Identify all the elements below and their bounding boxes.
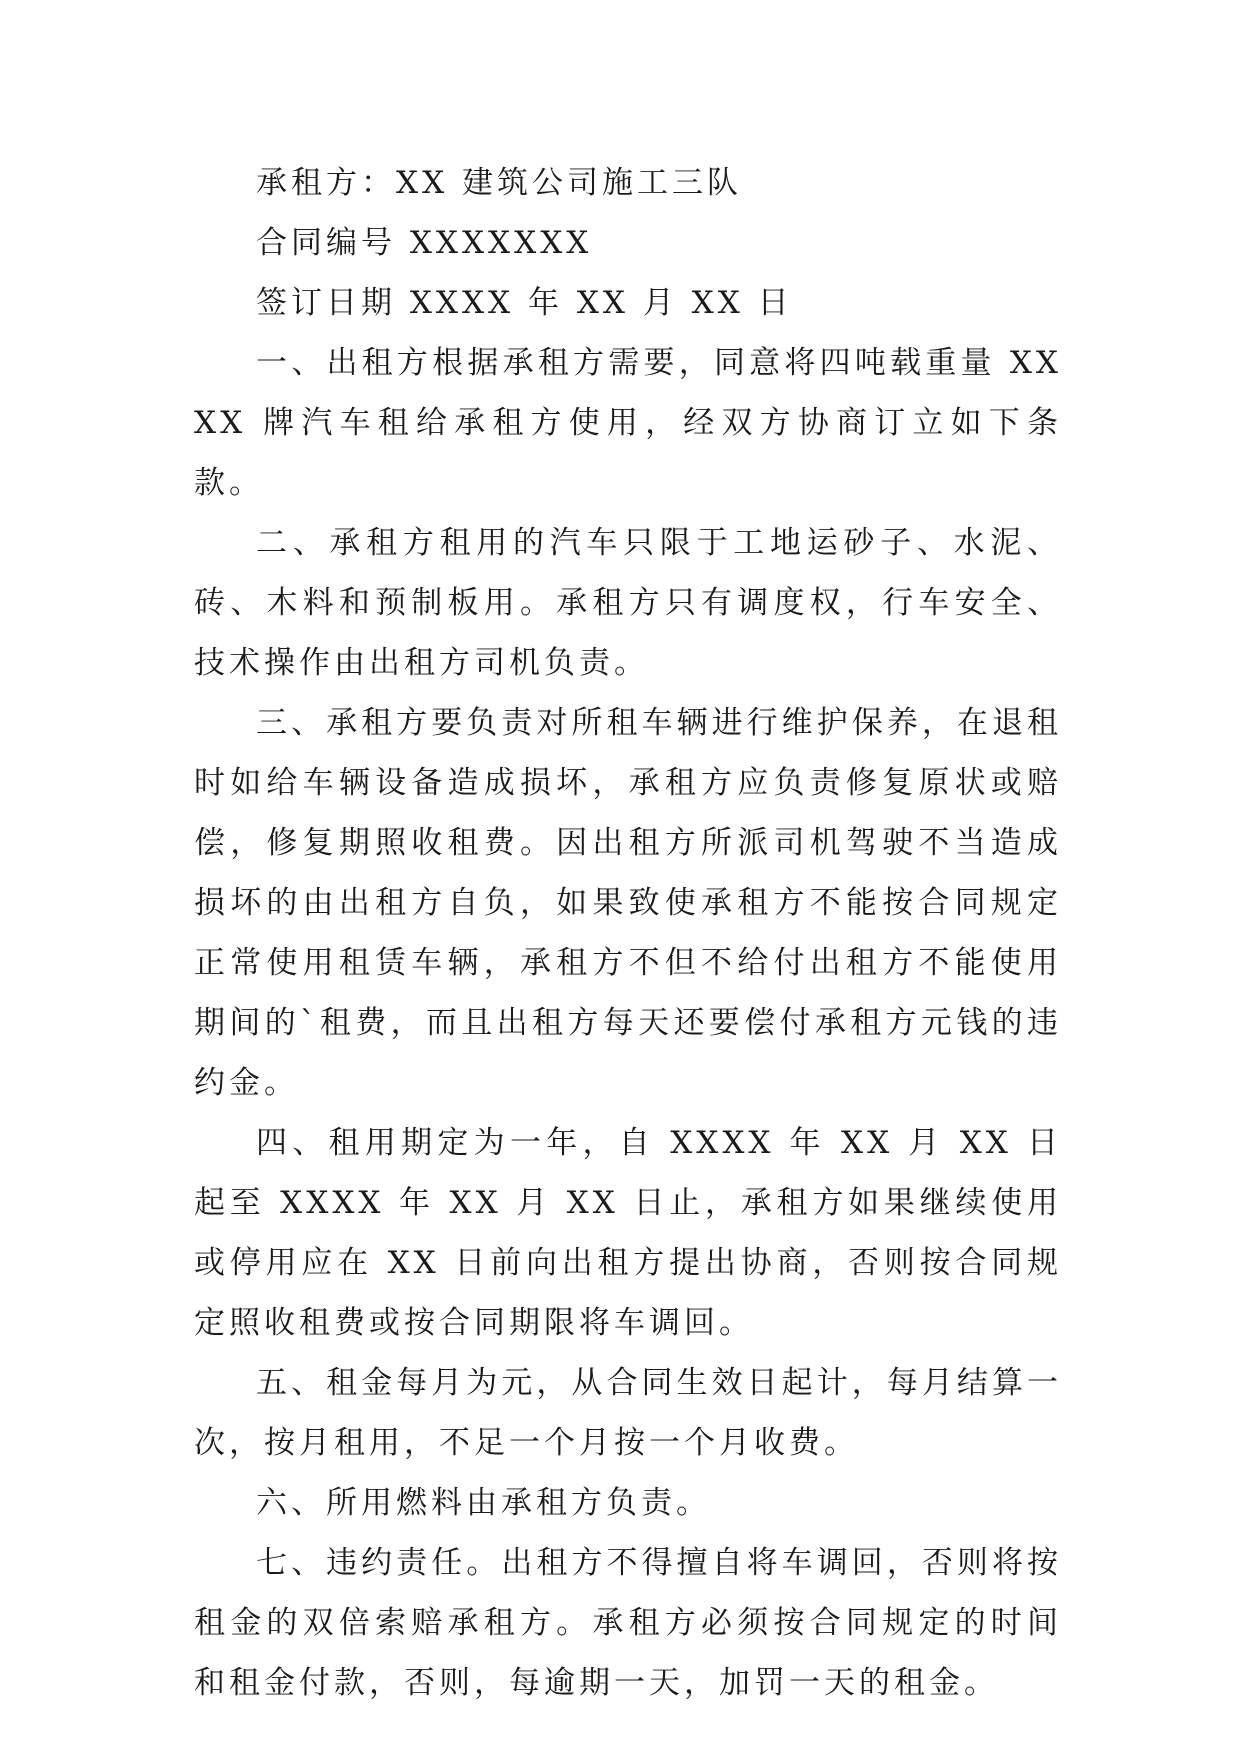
signing-date-line: 签订日期 XXXX 年 XX 月 XX 日 <box>256 285 793 321</box>
clause-3: 三、承租方要负责对所租车辆进行维护保养，在退租时如给车辆设备造成损坏，承租方应负责修复原状或赔偿，修复期照收租费。因出租方所派司机驾驶不当造成损坏的由出租方自负，如果致使承租方不能按合同规定正常使用租赁车辆，承租方不但不给付出租方不能使用期间的`租费，而且出租方每天还要偿付承租方元钱的违约金。 <box>194 705 1062 1101</box>
clause-7: 七、违约责任。出租方不得擅自将车调回，否则将按租金的双倍索赔承租方。承租方必须按合同规定的时间和租金付款，否则，每逾期一天，加罚一天的租金。 <box>194 1545 1062 1701</box>
clause-5: 五、租金每月为元，从合同生效日起计，每月结算一次，按月租用，不足一个月按一个月收费。 <box>194 1365 1062 1461</box>
clause-6: 六、所用燃料由承租方负责。 <box>256 1485 711 1521</box>
contract-number-line: 合同编号 XXXXXXX <box>256 225 593 261</box>
document-body <box>194 153 1062 1713</box>
clause-4: 四、租用期定为一年，自 XXXX 年 XX 月 XX 日起至 XXXX 年 XX 月 XX 日止，承租方如果继续使用或停用应在 XX 日前向出租方提出协商，否则按合同规定照收租费或按合同期限将车调回。 <box>194 1125 1062 1341</box>
lessee-line: 承租方：XX 建筑公司施工三队 <box>256 165 742 201</box>
clause-1: 一、出租方根据承租方需要，同意将四吨载重量 XXXX 牌汽车租给承租方使用，经双方协商订立如下条款。 <box>194 345 1062 501</box>
clause-2: 二、承租方租用的汽车只限于工地运砂子、水泥、砖、木料和预制板用。承租方只有调度权，行车安全、技术操作由出租方司机负责。 <box>194 525 1062 681</box>
